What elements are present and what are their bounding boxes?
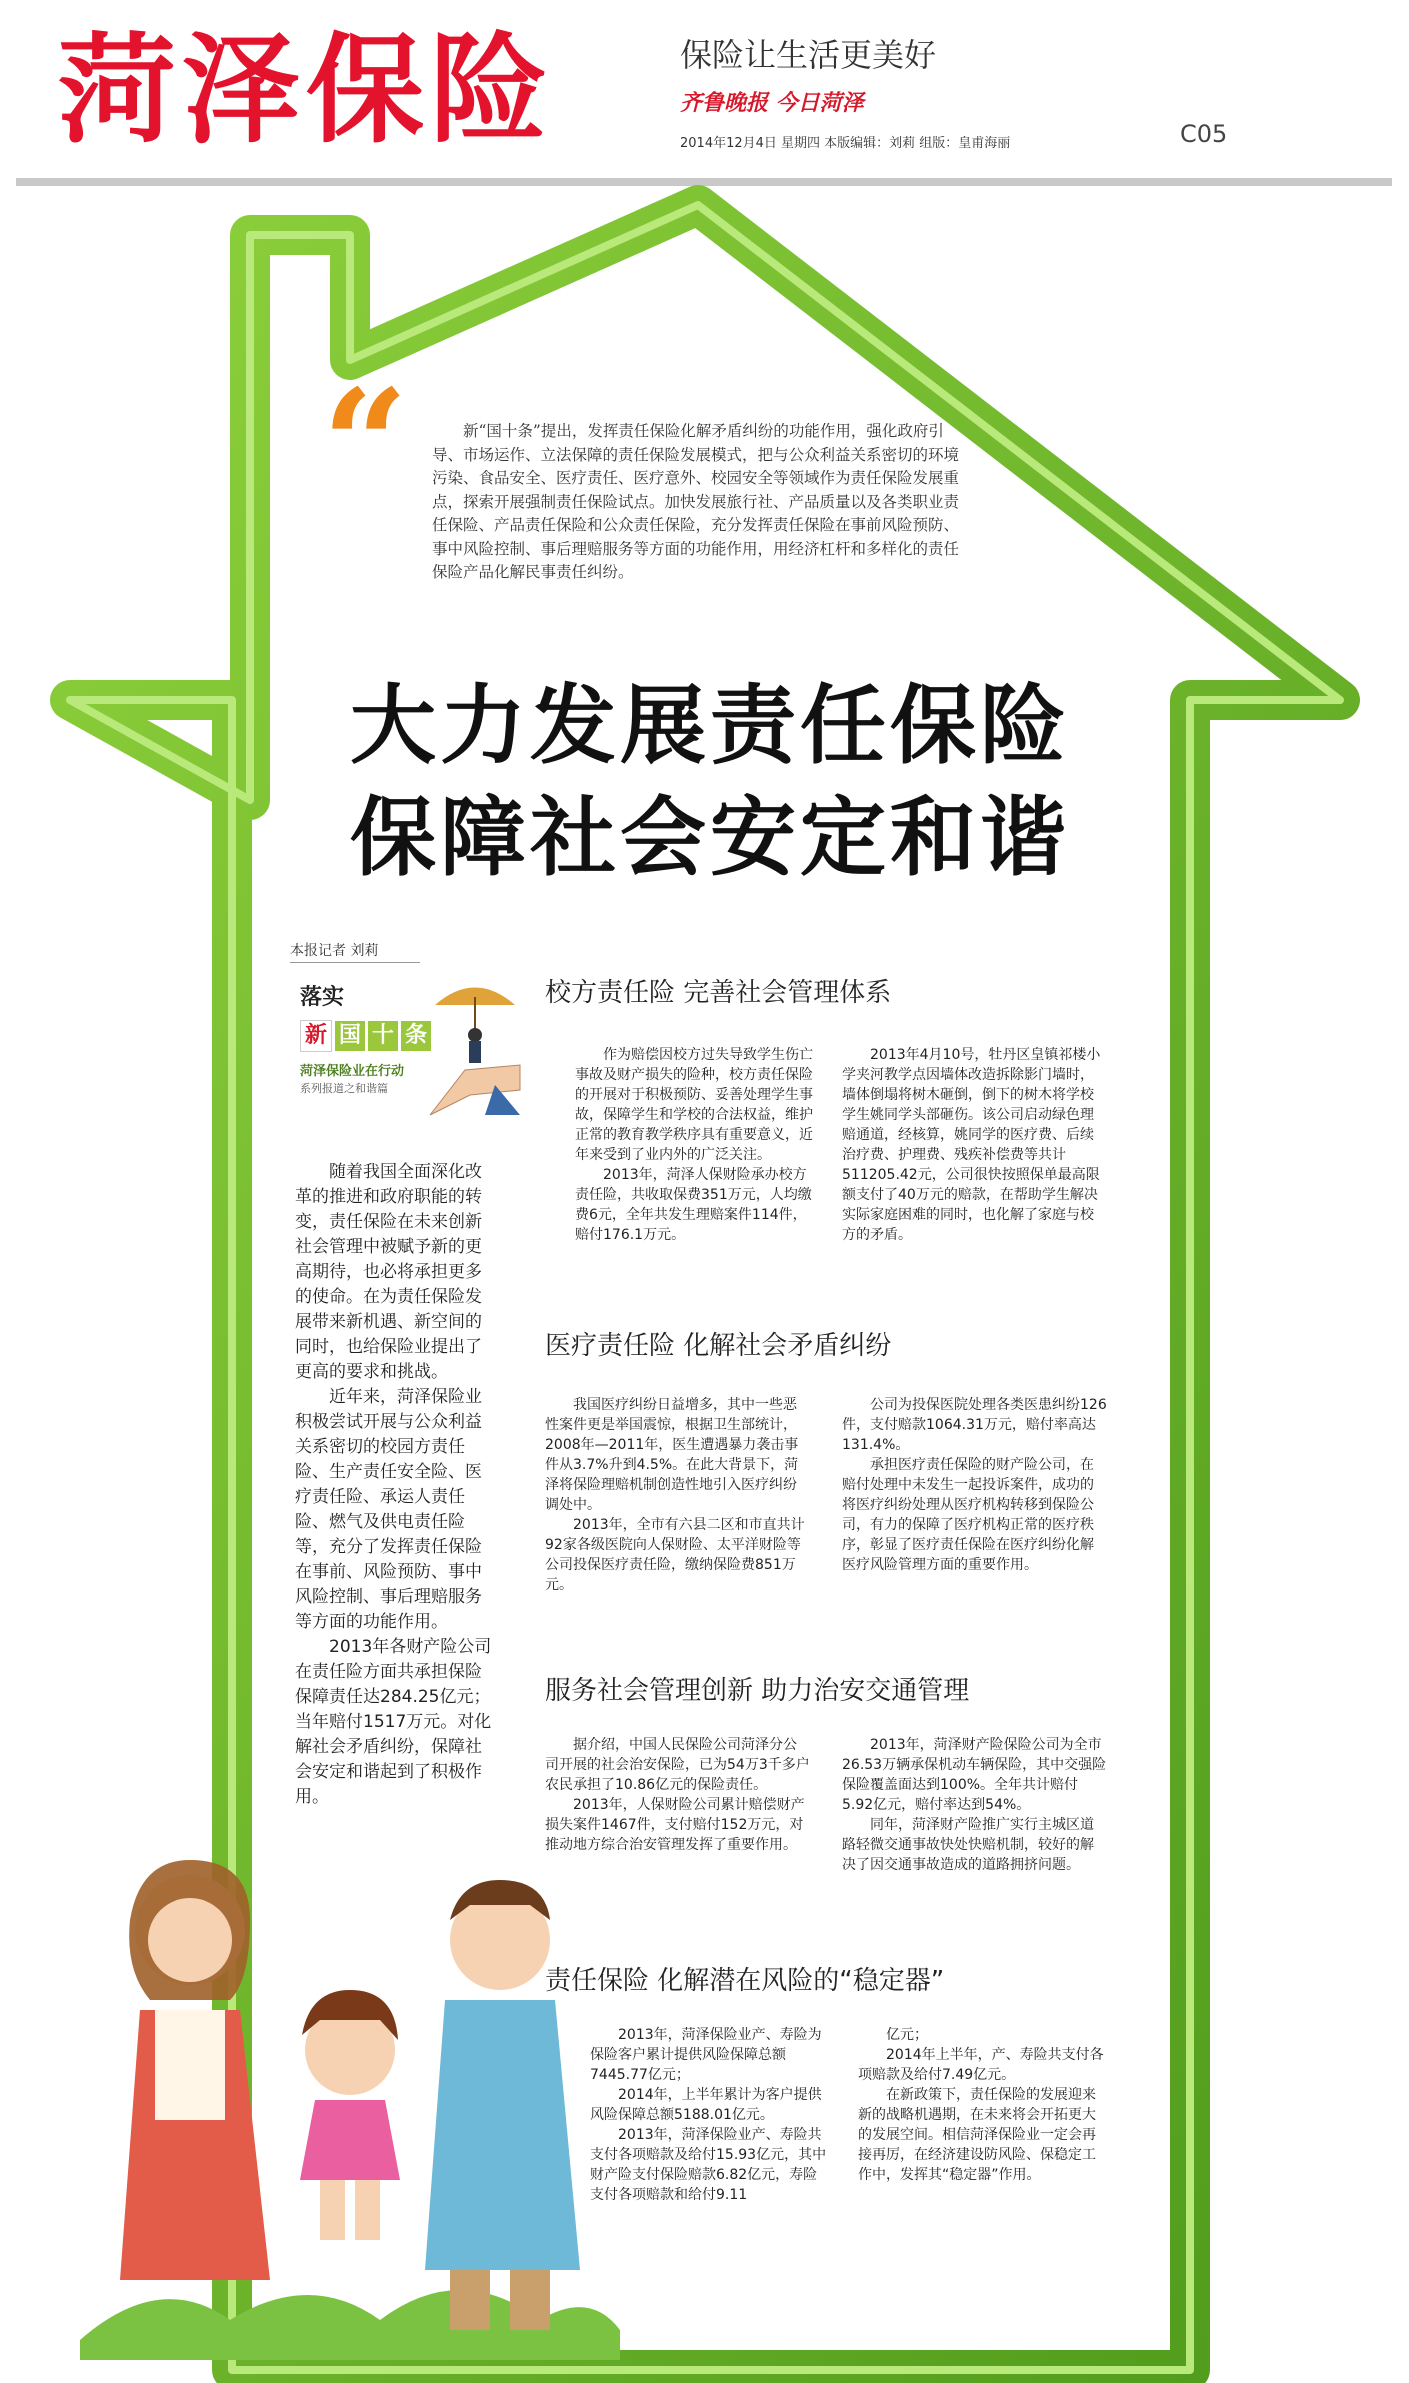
headline-line-2: 保障社会安定和谐 <box>350 788 1070 888</box>
family-illustration <box>80 1800 620 2360</box>
newspaper-brand: 齐鲁晚报 今日菏泽 <box>680 90 864 116</box>
badge-luoshi: 落实 <box>300 984 345 1010</box>
masthead-slogan: 保险让生活更美好 <box>680 36 937 74</box>
quote-mark-icon: “ <box>322 357 409 533</box>
badge-char: 十 <box>368 1021 398 1051</box>
badge-char: 国 <box>335 1021 365 1051</box>
section-medical-col-left <box>545 1395 810 1595</box>
badge-series-label: 系列报道之和谐篇 <box>300 1082 388 1095</box>
article-paragraph: 2013年，菏泽人保财险承办校方责任险，共收取保费351万元，人均缴费6元，全年共发生理赔案件114件，赔付176.1万元。 <box>575 1167 812 1243</box>
umbrella-hand-illustration <box>425 975 525 1125</box>
badge-subtitle: 菏泽保险业在行动 <box>300 1064 405 1079</box>
sidebar-column <box>295 1160 495 1810</box>
intro-paragraph: 新“国十条”提出，发挥责任保险化解矛盾纠纷的功能作用，强化政府引导、市场运作、立法保障的责任保险发展模式，把与公众利益关系密切的环境污染、食品安全、医疗责任、医疗意外、校园安全等领域作为责任保险发展重点，探索开展强制责任保险试点。加快发展旅行社、产品质量以及各类职业责任保险、产品责任保险和公众责任保险，充分发挥责任保险在事前风险预防、事中风险控制、事后理赔服务等方面的功能作用，用经济杠杆和多样化的责任保险产品化解民事责任纠纷。 <box>432 422 960 581</box>
article-paragraph: 2013年4月10号，牡丹区皇镇祁楼小学夹河教学点因墙体改造拆除影门墙时，墙体倒塌将树木砸倒，倒下的树木将学校学生姚同学头部砸伤。该公司启动绿色理赔通道，经核算，姚同学的医疗费、后续治疗费、护理费、残疾补偿费等共计511205.42元，公司很快按照保单最高限额支付了40万元的赔款，在帮助学生解决实际家庭困难的同时，也化解了家庭与校方的矛盾。 <box>842 1047 1101 1243</box>
section-security-col-right <box>842 1735 1107 1875</box>
article-paragraph: 作为赔偿因校方过失导致学生伤亡事故及财产损失的险种，校方责任保险的开展对于积极预防、妥善处理学生事故，保障学生和学校的合法权益，维护正常的教育教学秩序具有重要意义，近年来受到了业内外的广泛关注。 <box>575 1047 813 1163</box>
article-paragraph: 2013年，人保财险公司累计赔偿财产损失案件1467件，支付赔付152万元，对推动地方综合治安管理发挥了重要作用。 <box>545 1797 805 1853</box>
article-paragraph: 同年，菏泽财产险推广实行主城区道路轻微交通事故快处快赔机制，较好的解决了因交通事故造成的道路拥挤问题。 <box>842 1817 1094 1873</box>
article-paragraph: 在新政策下，责任保险的发展迎来新的战略机遇期，在未来将会开拓更大的发展空间。相信菏泽保险业一定会再接再厉，在经济建设防风险、保稳定工作中，发挥其“稳定器”作用。 <box>858 2087 1096 2183</box>
article-paragraph: 2013年，全市有六县二区和市直共计92家各级医院向人保财险、太平洋财险等公司投保医疗责任险，缴纳保险费851万元。 <box>545 1517 805 1593</box>
section-school-col-right <box>842 1045 1107 1245</box>
section-medical-col-right <box>842 1395 1107 1575</box>
badge-char: 条 <box>401 1021 431 1051</box>
article-paragraph: 2014年，上半年累计为客户提供风险保障总额5188.01亿元。 <box>590 2087 822 2123</box>
article-paragraph: 2014年上半年，产、寿险共支付各项赔款及给付7.49亿元。 <box>858 2047 1104 2083</box>
section-title-stabilizer: 责任保险 化解潜在风险的“稳定器” <box>545 1966 945 1996</box>
badge-chars <box>300 1020 434 1052</box>
section-school-col-left <box>575 1045 815 1245</box>
article-paragraph: 2013年，菏泽财产险保险公司为全市26.53万辆承保机动车辆保险，其中交强险保险覆盖面达到100%。全年共计赔付5.92亿元，赔付率达到54%。 <box>842 1737 1107 1813</box>
section-stabilizer-col-right <box>858 2025 1108 2185</box>
headline <box>300 670 1120 894</box>
masthead-title: 菏泽保险 <box>58 21 555 159</box>
article-paragraph: 2013年，菏泽保险业产、寿险共支付各项赔款及给付15.93亿元，其中财产险支付保险赔款6.82亿元，寿险支付各项赔款和给付9.11 <box>590 2127 827 2203</box>
sidebar-paragraph: 近年来，菏泽保险业积极尝试开展与公众利益关系密切的校园方责任险、生产责任安全险、医疗责任险、承运人责任险、燃气及供电责任险等，充分了发挥责任保险在事前、风险预防、事中风险控制、事后理赔服务等方面的功能作用。 <box>295 1387 482 1632</box>
article-paragraph: 公司为投保医院处理各类医患纠纷126件，支付赔款1064.31万元，赔付率高达131.4%。 <box>842 1397 1107 1453</box>
section-stabilizer-col-left <box>590 2025 830 2205</box>
badge-char: 新 <box>300 1020 332 1052</box>
dateline: 2014年12月4日 星期四 本版编辑：刘莉 组版：皇甫海丽 <box>680 136 1011 151</box>
sidebar-paragraph: 随着我国全面深化改革的推进和政府职能的转变，责任保险在未来创新社会管理中被赋予新的更高期待，也必将承担更多的使命。在为责任保险发展带来新机遇、新空间的同时，也给保险业提出了更高的要求和挑战。 <box>295 1162 482 1382</box>
article-paragraph: 承担医疗责任保险的财产险公司，在赔付处理中未发生一起投诉案件，成功的将医疗纠纷处理从医疗机构转移到保险公司，有力的保障了医疗机构正常的医疗秩序，彰显了医疗责任保险在医疗纠纷化解医疗风险管理方面的重要作用。 <box>842 1457 1094 1573</box>
byline-rule <box>290 962 420 963</box>
article-paragraph: 我国医疗纠纷日益增多，其中一些恶性案件更是举国震惊，根据卫生部统计，2008年—2011年，医生遭遇暴力袭击事件从3.7%升到4.5%。在此大背景下，菏泽将保险理赔机制创造性地引入医疗纠纷调处中。 <box>545 1397 799 1513</box>
headline-line-1: 大力发展责任保险 <box>350 676 1070 776</box>
sidebar-paragraph: 2013年各财产险公司在责任险方面共承担保险保障责任达284.25亿元；当年赔付1517万元。对化解社会矛盾纠纷，保障社会安定和谐起到了积极作用。 <box>295 1637 492 1807</box>
section-title-school: 校方责任险 完善社会管理体系 <box>545 978 892 1008</box>
byline: 本报记者 刘莉 <box>290 943 379 959</box>
article-paragraph: 2013年，菏泽保险业产、寿险为保险客户累计提供风险保障总额7445.77亿元； <box>590 2027 822 2083</box>
page-number: C05 <box>1180 120 1228 148</box>
section-title-public-security: 服务社会管理创新 助力治安交通管理 <box>545 1676 970 1706</box>
article-paragraph: 据介绍，中国人民保险公司菏泽分公司开展的社会治安保险，已为54万3千多户农民承担了10.86亿元的保险责任。 <box>545 1737 810 1793</box>
article-paragraph: 亿元； <box>886 2027 928 2043</box>
section-title-medical: 医疗责任险 化解社会矛盾纠纷 <box>545 1331 892 1361</box>
